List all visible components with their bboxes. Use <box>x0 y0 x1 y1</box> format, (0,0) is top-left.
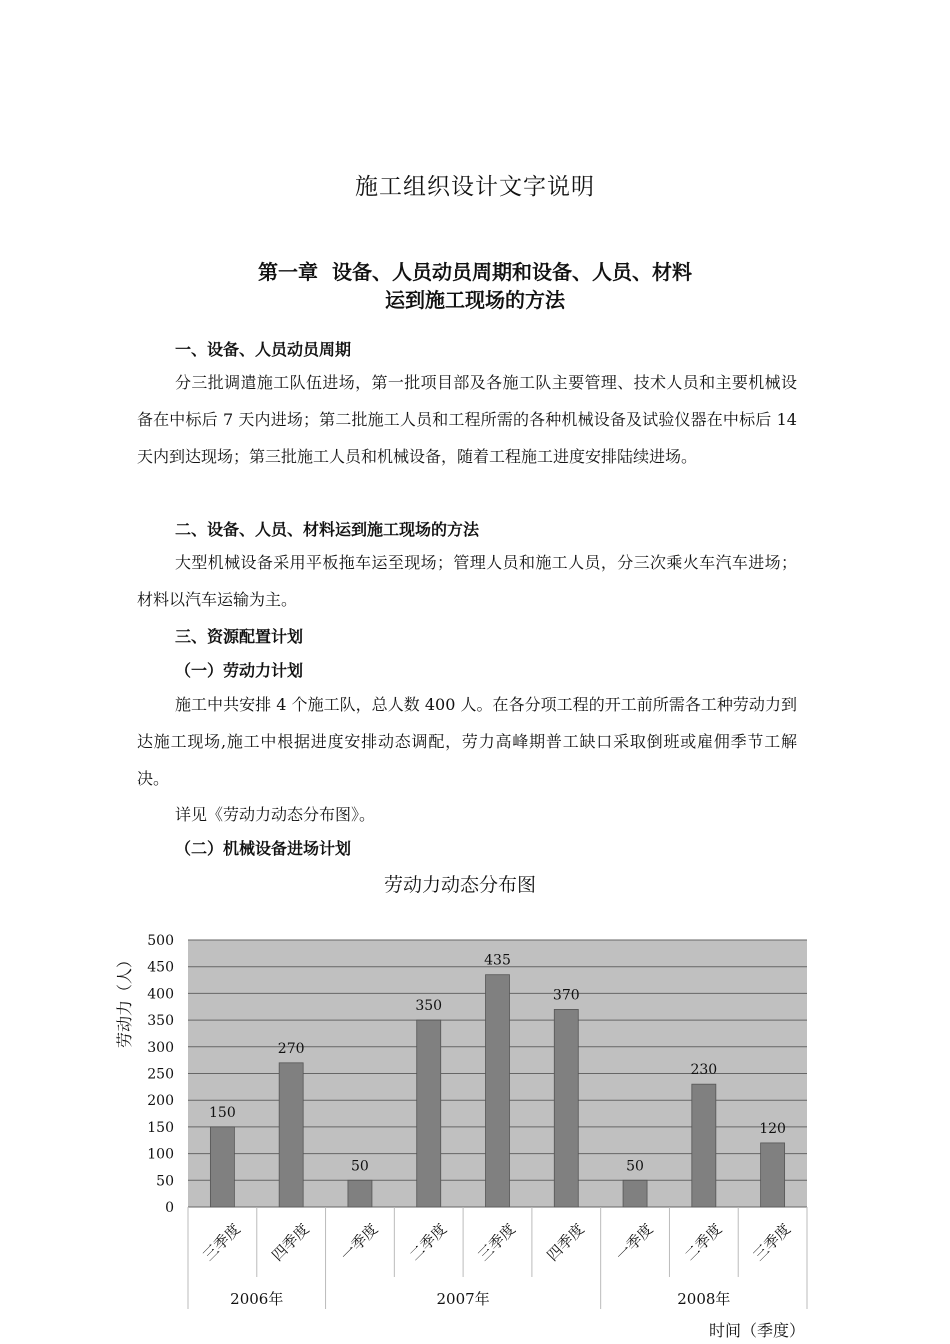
year-group-label: 2007年 <box>436 1290 490 1308</box>
subsection1-paragraph: 施工中共安排 4 个施工队，总人数 400 人。在各分项工程的开工前所需各工种劳动力到达施工现场,施工中根据进度安排动态调配，劳力高峰期普工缺口采取倒班或雇佣季节工解决。 <box>137 695 797 788</box>
chart-title: 劳动力动态分布图 <box>383 874 536 896</box>
subsection1-heading: （一）劳动力计划 <box>175 661 304 680</box>
y-tick-label: 0 <box>165 1200 174 1216</box>
bar <box>623 1180 647 1207</box>
y-tick-label: 100 <box>147 1146 174 1163</box>
bar <box>210 1127 234 1207</box>
y-tick-label: 200 <box>147 1093 174 1110</box>
data-label: 150 <box>209 1104 236 1121</box>
data-label: 435 <box>484 952 511 969</box>
x-tick-label: 三季度 <box>199 1220 244 1265</box>
y-tick-label: 350 <box>147 1013 174 1030</box>
x-tick-label: 四季度 <box>543 1220 588 1265</box>
data-label: 120 <box>759 1120 786 1137</box>
x-tick-label: 二季度 <box>405 1220 451 1265</box>
bar <box>486 975 510 1207</box>
section1-heading: 一、设备、人员动员周期 <box>175 340 352 359</box>
bar <box>692 1084 716 1207</box>
bar <box>417 1020 441 1207</box>
chart-reference: 详见《劳动力动态分布图》。 <box>175 805 376 824</box>
x-tick-label: 三季度 <box>474 1220 520 1265</box>
chapter-heading-line2: 运到施工现场的方法 <box>385 288 565 312</box>
section3-heading: 三、资源配置计划 <box>175 627 304 646</box>
document-title: 施工组织设计文字说明 <box>355 174 595 200</box>
data-label: 230 <box>690 1062 718 1079</box>
chapter-heading-line1: 第一章 设备、人员动员周期和设备、人员、材料 <box>258 260 692 284</box>
x-tick-label: 一季度 <box>336 1220 382 1265</box>
bar <box>554 1009 578 1207</box>
bar <box>279 1063 303 1207</box>
x-tick-label: 一季度 <box>612 1220 657 1265</box>
x-tick-label: 三季度 <box>749 1220 795 1265</box>
section1-paragraph: 分三批调遣施工队伍进场，第一批项目部及各施工队主要管理、技术人员和主要机械设备在中标后 7 天内进场；第二批施工人员和工程所需的各种机械设备及试验仪器在中标后 14 天内到达现场；第三批施工人员和机械设备，随着工程施工进度安排陆续进场。 <box>137 373 797 466</box>
bar <box>761 1143 785 1207</box>
y-axis-title: 劳动力（人） <box>115 951 134 1049</box>
section2-heading: 二、设备、人员、材料运到施工现场的方法 <box>175 520 480 539</box>
y-tick-label: 50 <box>156 1173 174 1190</box>
data-label: 50 <box>626 1158 644 1175</box>
year-group-label: 2006年 <box>230 1290 284 1308</box>
data-label: 50 <box>351 1158 369 1175</box>
y-tick-label: 400 <box>147 986 174 1003</box>
y-tick-label: 300 <box>147 1039 174 1056</box>
data-label: 370 <box>552 987 580 1004</box>
x-tick-label: 二季度 <box>680 1220 726 1265</box>
data-label: 270 <box>277 1040 305 1057</box>
section2-paragraph: 大型机械设备采用平板拖车运至现场；管理人员和施工人员，分三次乘火车汽车进场；材料以汽车运输为主。 <box>137 553 797 609</box>
bar <box>348 1180 372 1207</box>
y-tick-label: 450 <box>147 959 174 976</box>
x-axis-title: 时间（季度） <box>708 1321 805 1340</box>
x-tick-label: 四季度 <box>268 1220 313 1265</box>
y-tick-label: 250 <box>147 1066 174 1083</box>
y-tick-label: 500 <box>147 933 174 949</box>
subsection2-heading: （二）机械设备进场计划 <box>175 839 352 858</box>
y-tick-label: 150 <box>147 1119 174 1136</box>
year-group-label: 2008年 <box>677 1290 731 1308</box>
data-label: 350 <box>415 998 443 1015</box>
